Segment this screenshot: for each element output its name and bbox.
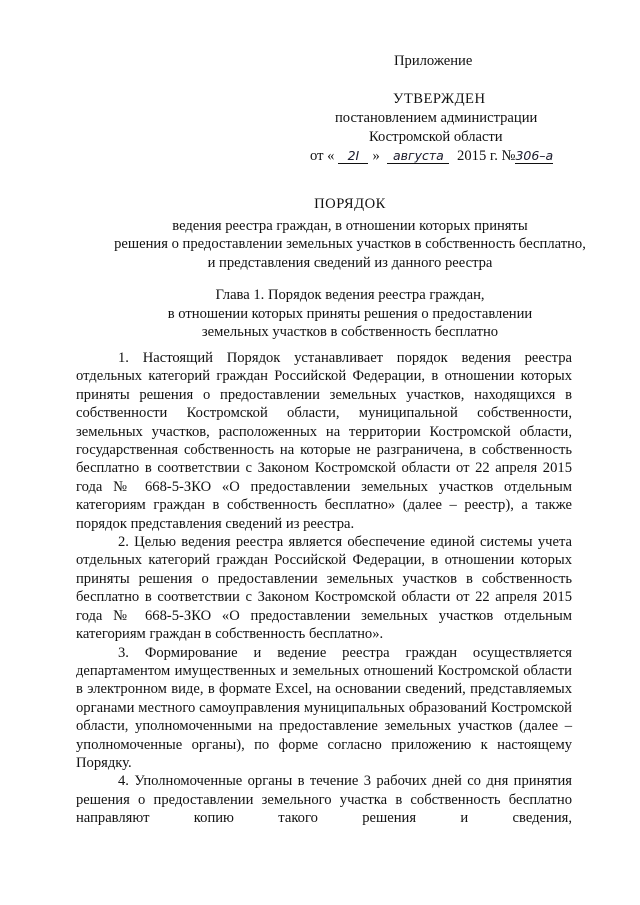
appendix-label: Приложение xyxy=(394,53,473,69)
date-year: 2015 г. № xyxy=(457,148,516,164)
handwritten-month: августа xyxy=(387,149,449,164)
handwritten-decree-number: 306–а xyxy=(515,148,554,163)
document-body xyxy=(76,349,572,828)
document-title-block xyxy=(60,195,640,272)
decree-line-1: постановлением администрации xyxy=(335,110,538,126)
paragraph-3: 3. Формирование и ведение реестра граждан осуществляется департаментом имущественных и земельных отношений Костромской области в электронном виде, в формате Excel, на основании сведений, представляемых органами местного самоуправления муниципальных образований Костромской области, уполномоченными на предоставление земельных участков (далее – уполномоченные органы), по форме согласно приложению к настоящему Порядку. xyxy=(76,644,572,771)
paragraph-2: 2. Целью ведения реестра является обеспечение единой системы учета отдельных категорий граждан Российской Федерации, в отношении которых приняты решения о предоставлении земельных участков в собственность бесплатно в соответствии с Законом Костромской области от 22 апреля 2015 года № 668-5-ЗКО «О предоставлении земельных участков отдельным категориям граждан в собственность бесплатно». xyxy=(76,534,572,643)
chapter-line-2: в отношении которых приняты решения о предоставлении xyxy=(167,305,533,322)
handwritten-day: 2I xyxy=(338,149,368,164)
chapter-line-1: Глава 1. Порядок ведения реестра граждан, xyxy=(215,287,485,303)
document-title: ПОРЯДОК xyxy=(314,196,386,212)
title-line-2: решения о предоставлении земельных участков в собственность бесплатно, xyxy=(114,236,586,252)
decree-date-line xyxy=(310,147,553,165)
chapter-line-3: земельных участков в собственность бесплатно xyxy=(201,324,499,340)
title-line-1: ведения реестра граждан, в отношении которых приняты xyxy=(172,217,528,234)
date-close-quote: » xyxy=(372,148,380,164)
title-line-3: и представления сведений из данного реестра xyxy=(207,254,493,271)
approved-heading: УТВЕРЖДЕН xyxy=(393,91,486,107)
decree-line-2: Костромской области xyxy=(369,129,503,145)
chapter-heading xyxy=(60,286,640,342)
paragraph-4: 4. Уполномоченные органы в течение 3 рабочих дней со дня принятия решения о предоставлении земельного участка в собственность бесплатно направляют копию такого решения и сведения, xyxy=(76,773,572,827)
paragraph-1: 1. Настоящий Порядок устанавливает порядок ведения реестра отдельных категорий граждан Российской Федерации, в отношении которых приняты решения о предоставлении земельных участков, находящихся в собственности Костромской области, муниципальной собственности, земельных участков, расположенных на территории Костромской области, государственная собственность на которые не разграничена, в собственность бесплатно в соответствии с Законом Костромской области от 22 апреля 2015 года № 668-5-ЗКО «О предоставлении земельных участков отдельным категориям граждан в собственность бесплатно» (далее – реестр), а также порядок представления сведений из реестра. xyxy=(76,350,572,532)
date-prefix: от « xyxy=(310,148,335,164)
